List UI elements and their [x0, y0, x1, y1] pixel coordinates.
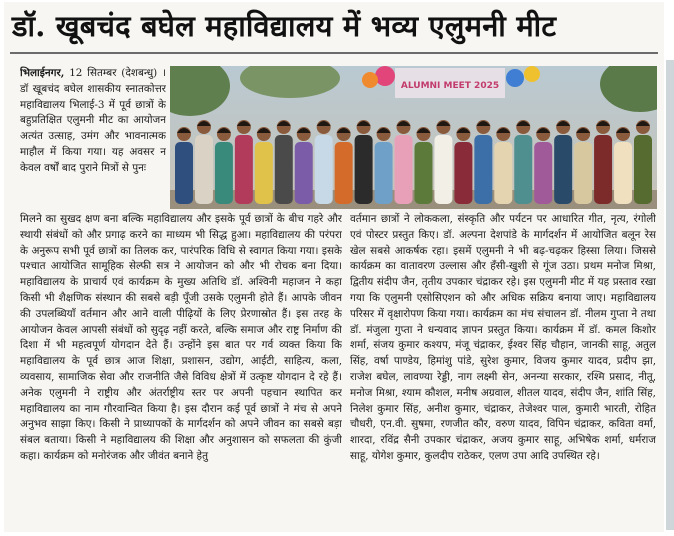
- person-body: [414, 142, 432, 204]
- person-body: [335, 142, 353, 204]
- person-body: [454, 142, 472, 204]
- article-intro: [20, 66, 166, 212]
- person-body: [634, 135, 652, 204]
- article-headline: डॉ. खूबचंद बघेल महाविद्यालय में भव्य एलुमनी मीट: [12, 9, 557, 43]
- article-intro-text: 12 सितम्बर (देशबन्धु) । डॉ खूबचंद बघेल शासकीय स्नातकोत्तर महाविद्यालय भिलाई-3 में पूर्व छात्रों के बहुप्रतिक्षित एलुमनी मीट का आयोजन अत्यंत उत्साह, उमंग और भावनात्मक माहौल में किया गया। यह अवसर न केवल वर्षों बाद पुराने मित्रों से पुनः: [20, 67, 166, 174]
- article-column-1: [20, 212, 342, 530]
- person-body: [574, 142, 592, 204]
- balloon: [524, 66, 540, 82]
- person-body: [474, 135, 492, 204]
- person-body: [534, 142, 552, 204]
- banner-text: ALUMNI MEET 2025: [400, 81, 500, 91]
- article-body-1: मिलने का सुखद क्षण बना बल्कि महाविद्यालय और इसके पूर्व छात्रों के बीच गहरे और स्थायी संबंधों को और प्रगाढ़ करने का माध्यम भी सिद्ध हुआ। महाविद्यालय की परंपरा के अनुरूप सभी पूर्व छात्रों का तिलक कर, पारंपरिक विधि से स्वागत किया गया। इसके पश्चात आयोजित सामूहिक सेल्फी सत्र ने आयोजन को और भी रोचक बना दिया। महाविद्यालय के प्राचार्य एवं कार्यक्रम के मुख्य अतिथि डॉ. अश्विनी महाजन ने कहा किसी भी शैक्षणिक संस्थान की सबसे बड़ी पूँजी उसके एलुमनी होते हैं। आपके जीवन की उपलब्धियाँ वर्तमान और आने वाली पीढ़ियों के लिए प्रेरणास्रोत हैं। इस तरह के आयोजन केवल आपसी संबंधों को सुदृढ़ नहीं करते, बल्कि समाज और राष्ट्र निर्माण की दिशा में भी महत्वपूर्ण योगदान देते हैं। उन्होंने इस बात पर गर्व व्यक्त किया कि महाविद्यालय के पूर्व छात्र आज शिक्षा, प्रशासन, उद्योग, आईटी, साहित्य, कला, व्यवसाय, सामाजिक सेवा और राजनीति जैसे विविध क्षेत्रों में उत्कृष्ट योगदान दे रहे हैं। अनेक एलुमनी ने राष्ट्रीय और अंतर्राष्ट्रीय स्तर पर अपनी पहचान स्थापित कर महाविद्यालय का नाम गौरवान्वित किया है। इस दौरान कई पूर्व छात्रों ने मंच से अपने अनुभव साझा किए। किसी ने प्राध्यापकों के मार्गदर्शन को अपने जीवन का सबसे बड़ा संबल बताया। किसी ने महाविद्यालय की शिक्षा और अनुशासन को सफलता की कुंजी कहा। कार्यक्रम को मनोरंजक और जीवंत बनाने हेतु: [20, 213, 342, 462]
- balloon: [375, 66, 395, 86]
- group-photo-illustration: [170, 66, 657, 209]
- person-body: [215, 142, 233, 204]
- balloon: [362, 72, 378, 88]
- balloon: [506, 69, 524, 87]
- person-body: [315, 135, 333, 204]
- person-body: [494, 142, 512, 204]
- person-body: [295, 142, 313, 204]
- person-body: [195, 135, 213, 204]
- article-dateline: भिलाईनगर,: [20, 67, 65, 79]
- person-body: [275, 135, 293, 204]
- person-body: [554, 135, 572, 204]
- person-body: [434, 135, 452, 204]
- person-body: [235, 135, 253, 204]
- alumni-group-photo: [170, 66, 657, 209]
- person-body: [175, 142, 193, 204]
- person-body: [614, 142, 632, 204]
- adjacent-page-edge: [666, 60, 674, 530]
- article-body-2: वर्तमान छात्रों ने लोककला, संस्कृति और पर्यटन पर आधारित गीत, नृत्य, रंगोली एवं पोस्टर प्रस्तुत किए। डॉ. अल्पना देशपांडे के मार्गदर्शन में आयोजित बलून रेस खेल सबसे आकर्षक रहा। इसमें एलुमनी ने भी बढ़-चढ़कर हिस्सा लिया। जिससे कार्यक्रम का वातावरण उल्लास और हँसी-खुशी से गूंज उठा। प्रथम मनोज मिश्रा, द्वितीय संदीप जैन, तृतीय उपकार चंद्राकर रहे। इस एलुमनी मीट में यह प्रस्ताव रखा गया कि एलुमनी एसोसिएशन को और अधिक सक्रिय बनाया जाए। महाविद्यालय परिसर में वृक्षारोपण किया गया। कार्यक्रम का मंच संचालन डॉ. नीलम गुप्ता ने तथा डॉ. मंजुला गुप्ता ने धन्यवाद ज्ञापन प्रस्तुत किया। कार्यक्रम में डॉ. कमल किशोर शर्मा, संजय कुमार कश्यप, मंजू चंद्राकर, ईश्वर सिंह चौहान, जानकी साहू, अतुल सिंह, वर्षा पाण्डेय, हिमांशु पांडे, सुरेश कुमार, विजय कुमार यादव, प्रदीप झा, राजेश बघेल, लावण्या रेड्डी, नाग लक्ष्मी सेन, अनन्या सरकार, रश्मि प्रसाद, नीतू, मनोज मिश्रा, श्याम कौशल, मनीष अग्रवाल, शीतल यादव, संदीप जैन, शांति सिंह, निलेश कुमार सिंह, अनीश कुमार, चंद्राकर, तेजेश्वर पाल, कुमारी भारती, रोहित चौधरी, एन.वी. सुषमा, रणजीत कौर, वरुण यादव, विपिन चंद्राकर, कविता वर्मा, शारदा, रविंद्र सैनी उपकार चंद्राकर, अजय कुमार साहू, अभिषेक शर्मा, धर्मराज साहू, योगेश कुमार, कुलदीप राठेकर, एलण उपा आदि उपस्थित रहे।: [350, 213, 656, 462]
- headline-divider: [10, 52, 658, 54]
- person-body: [255, 142, 273, 204]
- person-body: [355, 135, 373, 204]
- newspaper-clipping: [4, 2, 664, 532]
- person-body: [594, 135, 612, 204]
- person-body: [395, 135, 413, 204]
- article-column-2: [350, 212, 656, 530]
- person-body: [514, 135, 532, 204]
- person-body: [375, 142, 393, 204]
